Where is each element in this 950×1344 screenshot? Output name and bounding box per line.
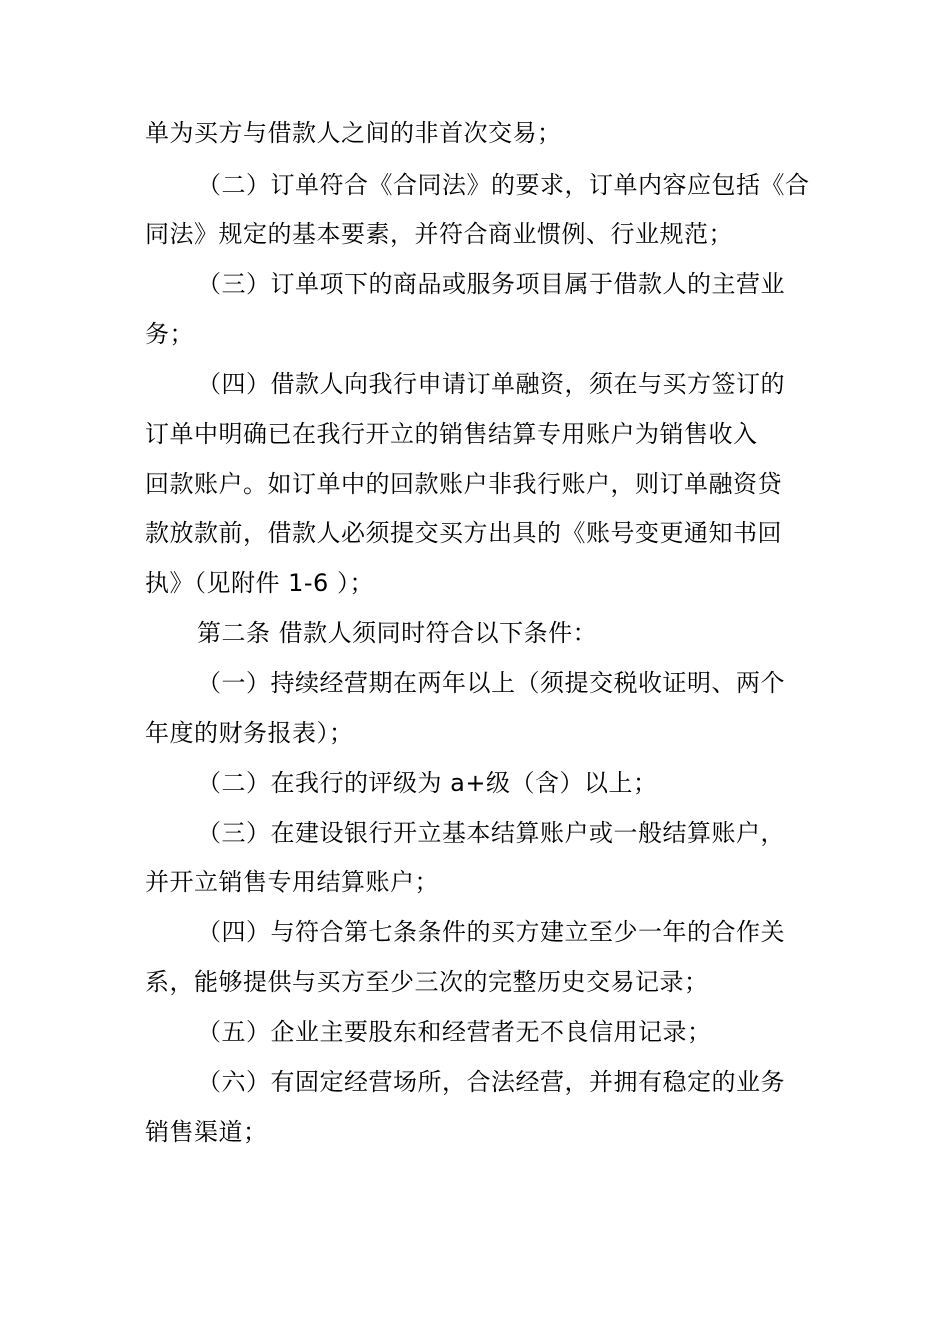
paragraph-line: 回款账户。如订单中的回款账户非我行账户，则订单融资贷 — [145, 470, 782, 498]
paragraph-line: 订单中明确已在我行开立的销售结算专用账户为销售收入 — [145, 420, 758, 448]
paragraph-line: 并开立销售专用结算账户； — [145, 868, 439, 896]
paragraph-line: （一）持续经营期在两年以上（须提交税收证明、两个 — [197, 669, 785, 697]
paragraph-line: 单为买方与借款人之间的非首次交易； — [145, 119, 562, 147]
paragraph-line: 同法》规定的基本要素，并符合商业惯例、行业规范； — [145, 220, 733, 248]
paragraph-line: 执》（见附件 1-6 ）； — [145, 569, 374, 597]
paragraph-line: （三）在建设银行开立基本结算账户或一般结算账户， — [197, 819, 785, 847]
paragraph-line: （二）订单符合《合同法》的要求，订单内容应包括《合 — [197, 171, 810, 199]
article-heading: 第二条 借款人须同时符合以下条件： — [197, 619, 598, 647]
paragraph-line: （四）与符合第七条条件的买方建立至少一年的合作关 — [197, 918, 785, 946]
paragraph-line: 务； — [145, 320, 194, 348]
paragraph-line: 年度的财务报表）； — [145, 719, 354, 747]
paragraph-line: （六）有固定经营场所，合法经营，并拥有稳定的业务 — [197, 1068, 785, 1096]
paragraph-line: （四）借款人向我行申请订单融资，须在与买方签订的 — [197, 370, 785, 398]
paragraph-line: （五）企业主要股东和经营者无不良信用记录； — [197, 1018, 712, 1046]
paragraph-line: 款放款前，借款人必须提交买方出具的《账号变更通知书回 — [145, 519, 782, 547]
paragraph-line: 系，能够提供与买方至少三次的完整历史交易记录； — [145, 968, 709, 996]
paragraph-line: （三）订单项下的商品或服务项目属于借款人的主营业 — [197, 270, 785, 298]
paragraph-line: （二）在我行的评级为 a+级（含）以上； — [197, 769, 658, 797]
paragraph-line: 销售渠道； — [145, 1118, 268, 1146]
